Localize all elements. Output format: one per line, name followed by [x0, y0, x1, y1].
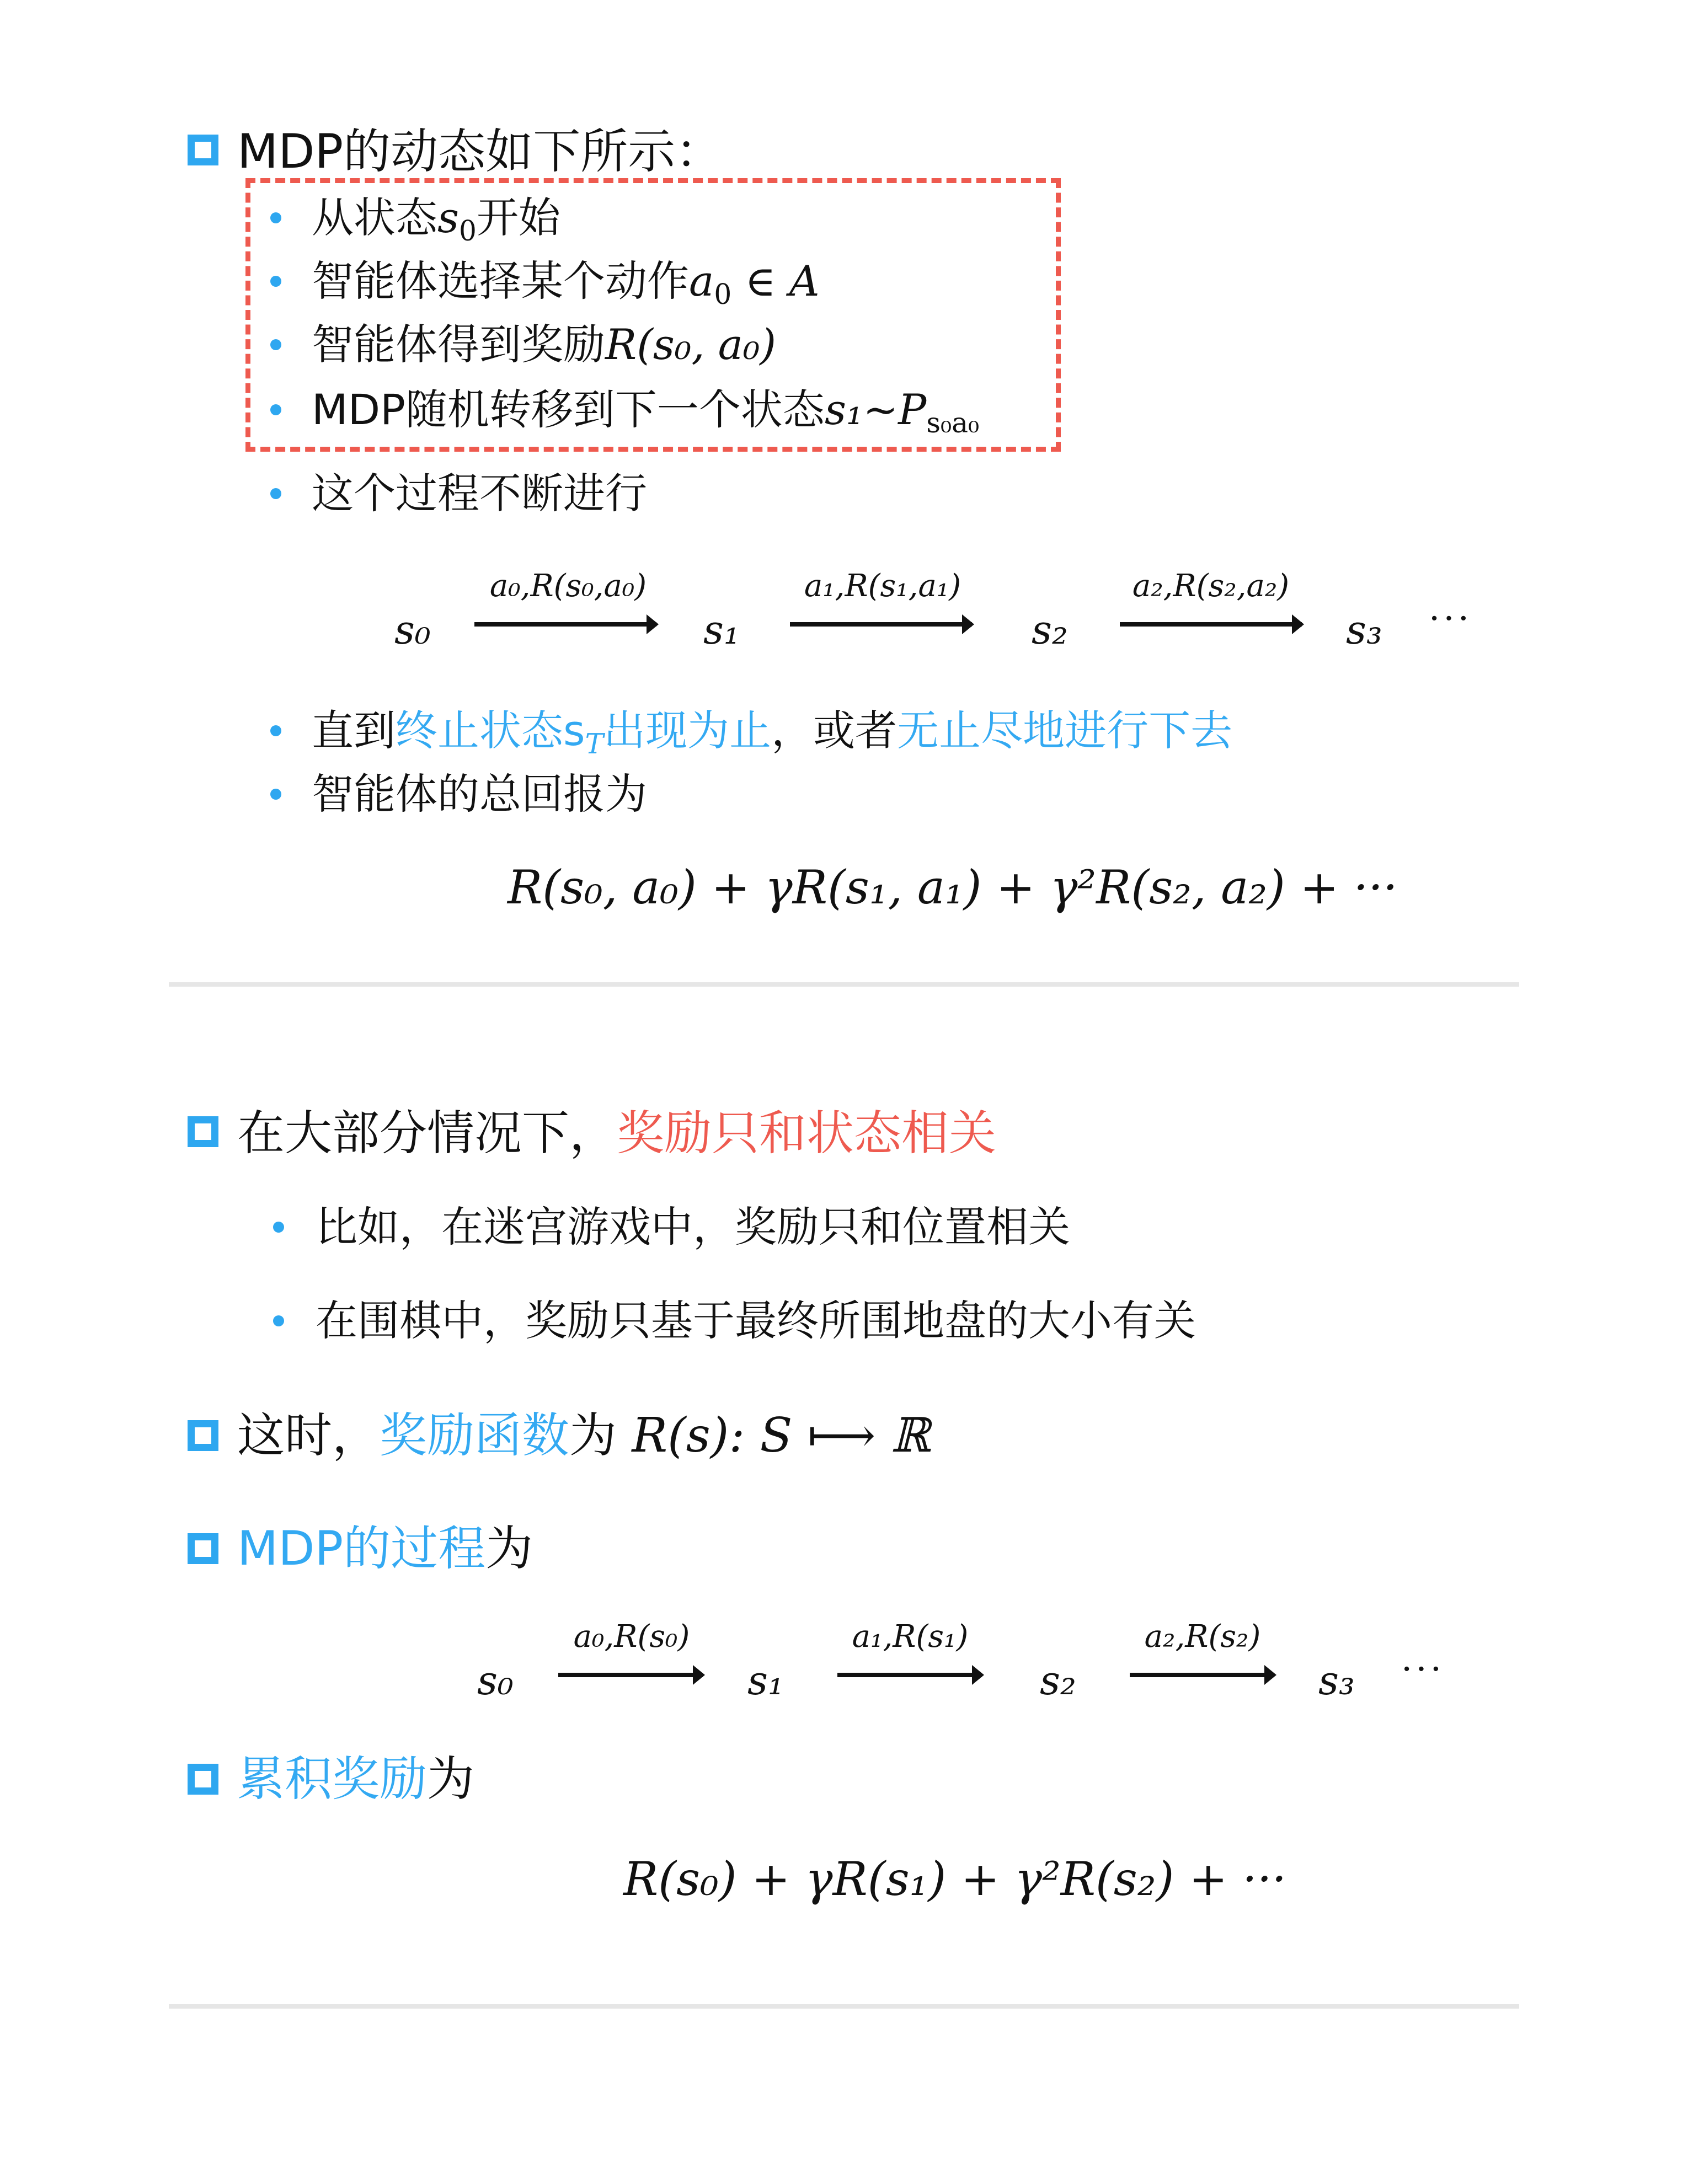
section-divider [169, 982, 1519, 987]
state-node: s₀ [394, 607, 431, 653]
bullet-dot-icon [273, 1315, 284, 1326]
state-reward-chain [0, 1619, 1688, 1707]
bullet-process-continues: 这个过程不断进行 [312, 469, 647, 518]
state-node: s₃ [1346, 607, 1382, 653]
bullet-start-state: 从状态$s_0$开始 [312, 193, 560, 248]
arrow-icon [474, 622, 656, 627]
section-divider [169, 2004, 1519, 2009]
mdp-process-heading: MDP的过程为 [237, 1521, 533, 1576]
square-bullet-icon [188, 1764, 218, 1795]
bullet-dot-icon [270, 789, 281, 800]
state-node: s₂ [1040, 1657, 1076, 1704]
section2-heading: 在大部分情况下，奖励只和状态相关 [237, 1106, 996, 1161]
bullet-get-reward: 智能体得到奖励R(s₀, a₀) [312, 320, 777, 369]
cumulative-reward-formula: R(s₀) + γR(s₁) + γ²R(s₂) + ··· [623, 1852, 1287, 1906]
state-node: s₁ [747, 1657, 784, 1704]
ellipsis: ··· [1401, 1649, 1445, 1690]
state-node: s₂ [1032, 607, 1068, 653]
state-node: s₃ [1318, 1657, 1355, 1704]
bullet-go-example: 在围棋中，奖励只基于最终所围地盘的大小有关 [316, 1296, 1196, 1345]
transition-label: a₀,R(s₀) [573, 1619, 690, 1655]
bullet-dot-icon [273, 1222, 284, 1233]
bullet-dot-icon [270, 212, 281, 223]
transition-label: a₂,R(s₂) [1144, 1619, 1261, 1655]
bullet-maze-example: 比如，在迷宫游戏中，奖励只和位置相关 [316, 1202, 1070, 1251]
arrow-icon [558, 1673, 703, 1677]
state-node: s₁ [703, 607, 740, 653]
bullet-dot-icon [270, 276, 281, 287]
section1-heading: MDP的动态如下所示： [237, 124, 723, 179]
state-node: s₀ [477, 1657, 514, 1704]
transition-label: a₁,R(s₁) [852, 1619, 969, 1655]
square-bullet-icon [188, 1533, 218, 1564]
bullet-dot-icon [270, 488, 281, 499]
arrow-icon [1130, 1673, 1274, 1677]
bullet-dot-icon [270, 339, 281, 350]
cumulative-reward-heading: 累积奖励为 [237, 1752, 474, 1807]
state-transition-chain [0, 568, 1688, 656]
ellipsis: ··· [1429, 598, 1473, 639]
arrow-icon [837, 1673, 982, 1677]
square-bullet-icon [188, 1420, 218, 1451]
transition-label: a₂,R(s₂,a₂) [1132, 568, 1290, 604]
bullet-dot-icon [270, 725, 281, 736]
bullet-choose-action: 智能体选择某个动作$a_0$ ∈ A [312, 256, 820, 311]
square-bullet-icon [188, 1116, 218, 1147]
reward-function-heading: 这时，奖励函数为 R(s): S ⟼ ℝ [237, 1408, 930, 1463]
arrow-icon [790, 622, 972, 627]
arrow-icon [1120, 622, 1302, 627]
bullet-until-terminal: 直到终止状态$s_T$出现为止，或者无止尽地进行下去 [312, 706, 1233, 761]
bullet-transition: MDP随机转移到下一个状态$s_1\sim P_{s_0a_0}$ [312, 385, 980, 440]
bullet-dot-icon [270, 404, 281, 415]
transition-label: a₀,R(s₀,a₀) [489, 568, 647, 604]
transition-label: a₁,R(s₁,a₁) [804, 568, 961, 604]
square-bullet-icon [188, 135, 218, 165]
total-return-formula: R(s₀, a₀) + γR(s₁, a₁) + γ²R(s₂, a₂) + ··· [508, 860, 1398, 914]
bullet-total-return: 智能体的总回报为 [312, 769, 647, 818]
